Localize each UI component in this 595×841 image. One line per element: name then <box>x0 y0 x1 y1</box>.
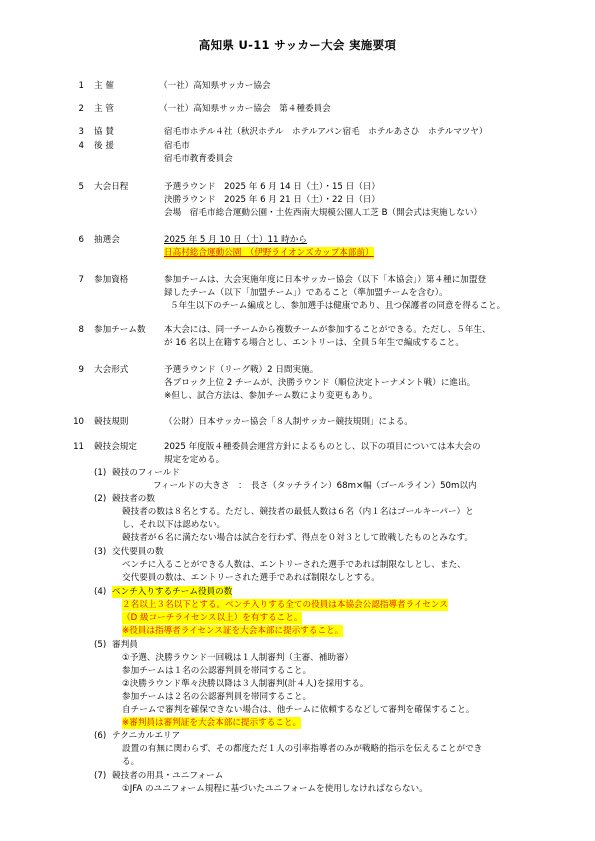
section-4-number: 4 <box>78 141 84 151</box>
subsection-5-title: 審判員 <box>112 640 138 650</box>
section-2-number: 2 <box>78 104 84 114</box>
section-7-line: 参加チームは、大会実施年度に日本サッカー協会（以下「本協会」）第４種に加盟登 <box>164 275 487 285</box>
subsection-3-line: ベンチに入ることができる人数は、エントリーされた選手であれば制限なしとし、また、 <box>122 560 466 570</box>
subsection-5-line: 自チームで審判を確保できない場合は、他チームに依頼するなどして審判を確保すること。 <box>122 705 475 715</box>
section-8-line: が 16 名以上在籍する場合とし、エントリーは、全員５年生で編成すること。 <box>164 338 464 348</box>
subsection-4-title: ベンチ入りするチーム役員の数 <box>112 587 233 597</box>
section-1-number: 1 <box>78 81 84 91</box>
subsection-2-line: し、それ以下は認めない。 <box>122 520 226 530</box>
subsection-6-title: テクニカルエリア <box>112 731 181 741</box>
lottery-venue: 日高村総合運動公園 （伊野ライオンズカップ本部前） <box>164 248 374 258</box>
section-1-text: （一社）高知県サッカー協会 <box>159 81 271 91</box>
subsection-3-number: (3) <box>94 547 107 557</box>
subsection-6-line: る。 <box>122 757 140 767</box>
subsection-6-line: 設置の有無に関わらず、その都度ただ１人の引率指導者のみが戦略的指示を伝えることができ <box>122 744 483 754</box>
page-title: 高知県 U-11 サッカー大会 実施要項 <box>198 38 397 52</box>
section-3-number: 3 <box>78 127 84 137</box>
section-9-line: 予選ラウンド（リーグ戦）2 日間実施。 <box>164 365 319 375</box>
section-4-line: 宿毛市 <box>164 141 190 151</box>
subsection-2-line: 競技者が６名に満たない場合は試合を行わず、得点を０対３として敗戦したものとみなす。 <box>122 533 473 543</box>
section-8-label: 参加チーム数 <box>94 325 146 335</box>
section-10-label: 競技規則 <box>94 417 129 427</box>
section-11-number: 11 <box>73 442 84 452</box>
subsection-1-line: フィールドの大きさ ： 長さ（タッチライン）68m×幅（ゴールライン）50m以内 <box>153 481 477 491</box>
subsection-3-line: 交代要員の数は、エントリーされた選手であれば制限なしとする。 <box>122 573 380 583</box>
section-9-line: ※但し、試合方法は、参加チーム数により変更もあり。 <box>164 391 378 401</box>
section-2-text: （一社）高知県サッカー協会 第４種委員会 <box>159 104 331 114</box>
subsection-2-line: 競技者の数は８名とする。ただし、競技者の最低人数は６名（内１名はゴールキーパー）と <box>122 507 474 517</box>
subsection-5-line: ②決勝ラウンド準々決勝以降は３人制審判(計４人)を採用する。 <box>122 679 369 689</box>
section-7-line: 録したチーム（以下「加盟チーム」）であること（準加盟チームを含む）。 <box>164 288 448 298</box>
subsection-5-number: (5) <box>94 640 107 650</box>
subsection-5-line: ①予選、決勝ラウンド一回戦は１人制審判（主審、補助審） <box>122 653 354 663</box>
subsection-1-title: 競技のフィールド <box>112 468 180 478</box>
subsection-6-number: (6) <box>94 731 107 741</box>
subsection-7-line: ①JFA のユニフォーム規程に基づいたユニフォームを使用しなければならない。 <box>122 784 428 794</box>
section-7-label: 参加資格 <box>94 275 129 285</box>
subsection-5-line: 参加チームは２名の公認審判員を帯同すること。 <box>122 692 312 702</box>
section-5-line: 予選ラウンド 2025 年 6 月 14 日（土）・15 日（日） <box>164 182 380 192</box>
subsection-5-note: ※審判員は審判証を大会本部に提示すること。 <box>122 718 302 728</box>
section-1-label: 主 催 <box>94 81 114 91</box>
subsection-1-number: (1) <box>94 468 107 478</box>
section-6-number: 6 <box>78 235 84 245</box>
section-9-label: 大会形式 <box>94 365 129 375</box>
section-4-label: 後 援 <box>94 141 114 151</box>
section-4-line: 宿毛市教育委員会 <box>164 154 233 164</box>
section-6-label: 抽選会 <box>94 235 120 245</box>
section-5-line: 会場 宿毛市総合運動公園・土佐西南大規模公園人工芝 B（開会式は実施しない） <box>164 208 483 218</box>
subsection-7-number: (7) <box>94 771 107 781</box>
section-2-label: 主 管 <box>94 104 114 114</box>
section-11-label: 競技会規定 <box>94 442 137 452</box>
subsection-5-line: 参加チームは１名の公認審判員を帯同すること。 <box>122 666 312 676</box>
section-11-line: 規定を定める。 <box>164 455 225 465</box>
section-8-line: 本大会には、同一チームから複数チームが参加することができる。ただし、５年生、 <box>164 325 491 335</box>
section-11-line: 2025 年度版４種委員会運営方針によるものとし、以下の項目については本大会の <box>164 442 481 452</box>
subsection-3-title: 交代要員の数 <box>112 547 164 557</box>
subsection-2-number: (2) <box>94 494 107 504</box>
section-5-label: 大会日程 <box>94 182 129 192</box>
section-8-number: 8 <box>78 325 84 335</box>
section-9-number: 9 <box>78 365 84 375</box>
subsection-4-line: （D 級コーチライセンス以上）を有すること。 <box>122 613 303 623</box>
subsection-7-title: 競技者の用具・ユニフォーム <box>112 771 224 781</box>
subsection-2-title: 競技者の数 <box>112 494 155 504</box>
section-9-line: 各ブロック上位 2 チームが、決勝ラウンド（順位決定トーナメント戦）に進出。 <box>164 378 476 388</box>
section-7-number: 7 <box>78 275 84 285</box>
section-10-number: 10 <box>73 417 84 427</box>
section-10-text: （公財）日本サッカー協会「８人制サッカー競技規則」による。 <box>164 417 413 427</box>
section-7-line: ５年生以下のチーム編成とし、参加選手は健康であり、且つ保護者の同意を得ること。 <box>170 301 506 311</box>
section-3-text: 宿毛市ホテル４社（秋沢ホテル ホテルアパン宿毛 ホテルあさひ ホテルマツヤ） <box>164 127 488 137</box>
subsection-4-line: ２名以上３名以下とする。ベンチ入りする全ての役員は本協会公認指導者ライセンス <box>122 600 448 610</box>
section-5-line: 決勝ラウンド 2025 年 6 月 21 日（土）・22 日（日） <box>164 195 380 205</box>
section-5-number: 5 <box>78 182 84 192</box>
lottery-date: 2025 年 5 月 10 日（土）11 時から <box>164 235 307 245</box>
section-3-label: 協 賛 <box>94 127 114 137</box>
subsection-4-note: ※役員は指導者ライセンス証を大会本部に提示すること。 <box>122 626 344 636</box>
subsection-4-number: (4) <box>94 587 107 597</box>
